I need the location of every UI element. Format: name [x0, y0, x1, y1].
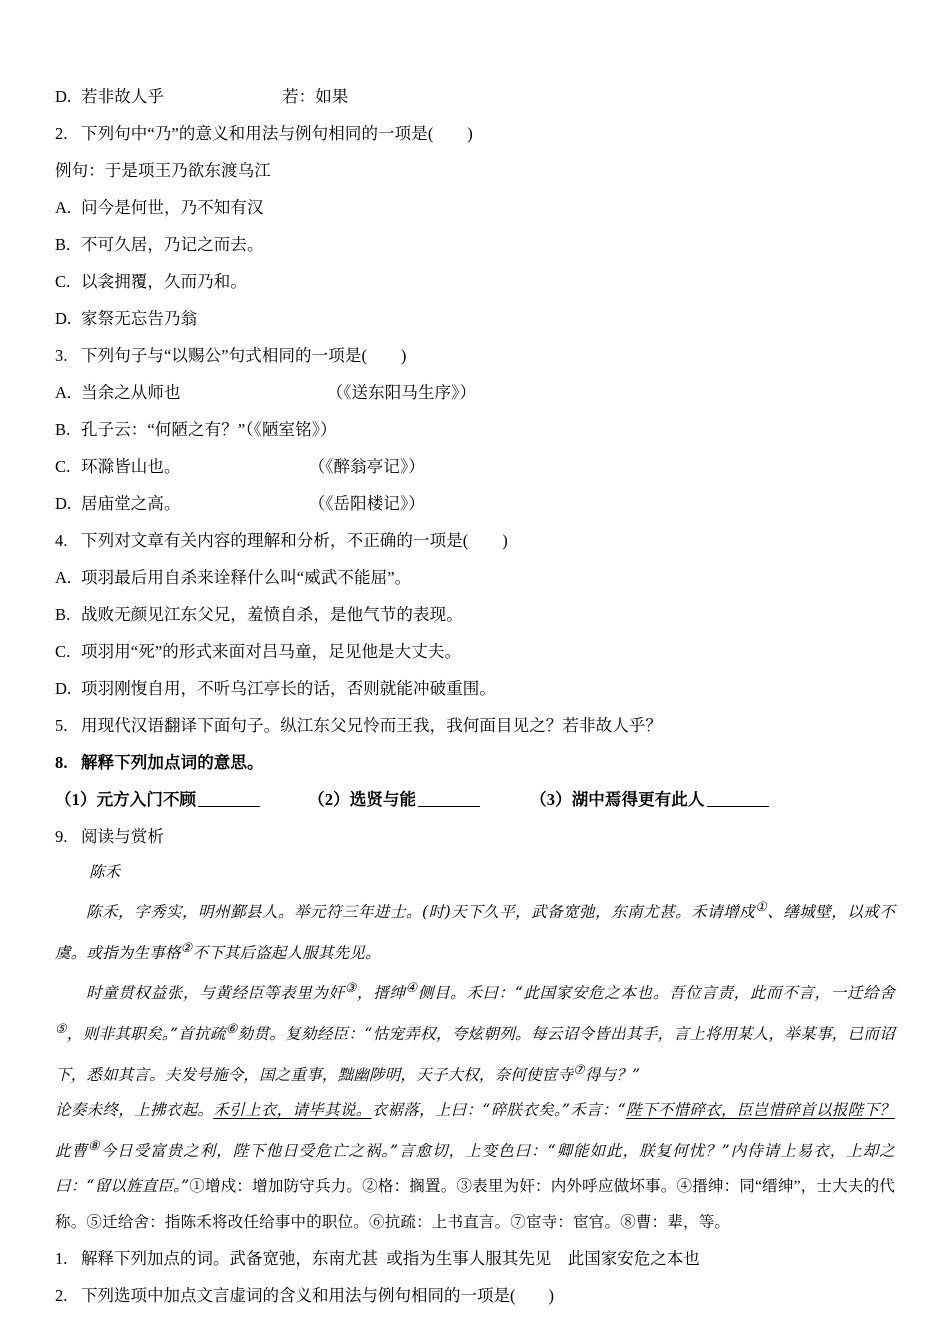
q8-item-2-blank[interactable] — [418, 806, 480, 807]
q9-passage — [55, 890, 895, 1240]
q4-option-a-text: 项羽最后用自杀来诠释什么叫“威武不能屈”。 — [81, 568, 412, 587]
note-marker-2: ② — [180, 940, 193, 956]
q4-option-d-text: 项羽刚愎自用，不听乌江亭长的话，否则就能冲破重围。 — [81, 679, 496, 698]
q2-option-c — [55, 263, 895, 300]
note-marker-4: ④ — [405, 981, 418, 997]
q2-example-text: 于是项王乃欲东渡乌江 — [104, 161, 271, 180]
note-marker-6: ⑥ — [225, 1021, 238, 1037]
q1-option-d-text: 若非故人乎 — [81, 87, 164, 106]
seg: 劾贯。复劾经臣：“怙宠弄权，夸炫朝列。每云诏令皆出其手，言上将用某人，举某事，已而诏下，悉如其言。夫发号施令，国之重事，黜幽陟明，天子大权，奈何使宦寺 — [55, 1025, 895, 1084]
seg: 不下其后盗起人服其先见。 — [192, 943, 381, 962]
q8-stem-line — [55, 744, 895, 781]
q5-line — [55, 707, 895, 744]
q2-option-a-label: A. — [55, 198, 72, 217]
q4-option-b-label: B. — [55, 605, 71, 624]
q9-passage-paragraph-1 — [55, 890, 895, 971]
seg: 今日受富贵之利，陛下他日受危亡之祸。”言愈切，上变色曰：“卿能如此，朕复何忧？”内侍请上易衣，上却之曰：“留以旌直臣。” — [55, 1141, 895, 1196]
q8-item-1-blank[interactable] — [198, 806, 260, 807]
q9-sub2-line — [55, 1277, 895, 1314]
q4-option-b-text: 战败无颜见江东父兄，羞愤自杀，是他气节的表现。 — [81, 605, 463, 624]
q9-sub1-text: 解释下列加点的词。武备宽弛，东南尤甚 或指为生事人服其先见 此国家安危之本也 — [81, 1249, 700, 1269]
seg: 衣裾落，上曰：“碎朕衣矣。”禾言：“ — [371, 1101, 626, 1120]
q5-text: 用现代汉语翻译下面句子。纵江东父兄怜而王我，我何面目见之？若非故人乎？ — [81, 716, 662, 735]
note-marker-8: ⑧ — [88, 1138, 101, 1154]
q1-option-d-gloss: 若：如果 — [282, 87, 349, 106]
q1-option-d — [55, 78, 895, 115]
q1-option-d-label: D. — [55, 87, 72, 106]
q8-item-3-label: （3） — [530, 790, 572, 809]
q9-stem-line — [55, 818, 895, 855]
q4-option-a-label: A. — [55, 568, 72, 587]
q4-option-d — [55, 670, 895, 707]
q9-number: 9. — [55, 827, 68, 846]
seg: 论奏未终，上拂衣起。 — [55, 1101, 214, 1120]
q9-passage-title: 陈禾 — [89, 863, 121, 881]
q2-option-d — [55, 300, 895, 337]
q8-item-1-text: 元方入门不顾 — [96, 790, 197, 809]
q2-option-a — [55, 189, 895, 226]
seg: 陈禾，字秀实，明州鄞县人。举元符三年进士。(时)天下久平，武备宽弛，东南尤甚。禾请增戍 — [86, 903, 756, 922]
q9-sub1-line — [55, 1240, 895, 1277]
q4-number: 4. — [55, 531, 68, 550]
q3-option-d-label: D. — [55, 494, 72, 513]
q3-option-d-source: （《岳阳楼记》） — [308, 494, 425, 513]
q2-option-d-label: D. — [55, 309, 72, 328]
q4-option-c-label: C. — [55, 642, 71, 661]
q9-sub1-number: 1. — [55, 1249, 68, 1269]
q9-passage-paragraph-3 — [55, 1093, 895, 1240]
q4-stem-line — [55, 522, 895, 559]
q9-stem: 阅读与赏析 — [81, 827, 164, 846]
q4-option-d-label: D. — [55, 679, 72, 698]
note-marker-7: ⑦ — [573, 1062, 585, 1078]
q2-number: 2. — [55, 124, 68, 143]
q3-option-c-text: 环滁皆山也。 — [81, 457, 181, 476]
q2-option-d-text: 家祭无忘告乃翁 — [81, 309, 198, 328]
q2-option-c-label: C. — [55, 272, 71, 291]
q9-sub2-number: 2. — [55, 1286, 68, 1306]
note-marker-1: ① — [755, 900, 768, 915]
q3-option-c-source: （《醉翁亭记》） — [308, 457, 425, 476]
q2-option-b-text: 不可久居，乃记之而去。 — [81, 235, 264, 254]
q9-passage-paragraph-2 — [55, 971, 895, 1093]
q3-option-b — [55, 411, 895, 448]
q2-stem-line — [55, 115, 895, 152]
q8-item-2-text: 选贤与能 — [349, 790, 417, 809]
underlined-sentence-1: 禾引上衣，请毕其说。 — [213, 1101, 372, 1120]
note-marker-3: ③ — [344, 981, 358, 997]
q9-passage-notes: ①增戍：增加防守兵力。②格：搁置。③表里为奸：内外呼应做坏事。④搢绅：同“缙绅”，士大夫的代称。⑤迁给舍：指陈禾将改任给事中的职位。⑥抗疏：上书直言。⑦宦寺：宦官。⑧曹：辈，等。 — [55, 1178, 895, 1231]
q8-item-3-blank[interactable] — [707, 806, 769, 807]
q3-number: 3. — [55, 346, 68, 365]
q3-option-a-source: （《送东阳马生序》） — [326, 383, 477, 402]
q4-option-c — [55, 633, 895, 670]
q8-number: 8. — [55, 753, 68, 772]
seg: ，搢绅 — [357, 984, 406, 1003]
q3-option-c-label: C. — [55, 457, 71, 476]
q3-option-a — [55, 374, 895, 411]
q3-option-d-text: 居庙堂之高。 — [81, 494, 181, 513]
q8-item-3-text: 湖中焉得更有此人 — [571, 790, 705, 809]
q8-items-line — [55, 781, 895, 818]
note-marker-5: ⑤ — [55, 1021, 67, 1037]
q3-stem: 下列句子与“以赐公”句式相同的一项是( ) — [81, 346, 407, 365]
q2-example-prefix: 例句： — [55, 161, 105, 180]
seg: 、缮城壁，以戒不虞。或指为生事格 — [55, 903, 895, 962]
underlined-sentence-2: 陛下不惜碎衣，臣岂惜碎首以报陛下？ — [625, 1101, 895, 1120]
q3-stem-line — [55, 337, 895, 374]
seg: 得与？” — [584, 1065, 641, 1084]
seg: 侧目。禾曰：“此国家安危之本也。吾位言责，此而不言，一迁给舍 — [417, 984, 895, 1003]
seg: ，则非其职矣。”首抗疏 — [66, 1025, 226, 1044]
q3-option-d — [55, 485, 895, 522]
q4-stem: 下列对文章有关内容的理解和分析，不正确的一项是( ) — [81, 531, 508, 550]
q2-stem: 下列句中“乃”的意义和用法与例句相同的一项是( ) — [81, 124, 473, 143]
q3-option-c — [55, 448, 895, 485]
q2-option-a-text: 问今是何世，乃不知有汉 — [81, 198, 264, 217]
q3-option-b-label: B. — [55, 420, 71, 439]
q8-item-2-label: （2） — [308, 790, 350, 809]
q5-number: 5. — [55, 716, 68, 735]
q4-option-a — [55, 559, 895, 596]
q2-example-line — [55, 152, 895, 189]
q8-item-1-label: （1） — [55, 790, 97, 809]
q9-sub2-text: 下列选项中加点文言虚词的含义和用法与例句相同的一项是( ) — [81, 1286, 554, 1306]
q2-option-b-label: B. — [55, 235, 71, 254]
seg: 时童贯权益张，与黄经臣等表里为奸 — [86, 984, 345, 1003]
q3-option-a-label: A. — [55, 383, 72, 402]
q3-option-b-text: 孔子云：“何陋之有？”（《陋室铭》） — [81, 420, 337, 439]
q4-option-c-text: 项羽用“死”的形式来面对吕马童，足见他是大丈夫。 — [81, 642, 462, 661]
q2-option-c-text: 以衾拥覆，久而乃和。 — [81, 272, 247, 291]
q3-option-a-text: 当余之从师也 — [81, 383, 181, 402]
q4-option-b — [55, 596, 895, 633]
q2-option-b — [55, 226, 895, 263]
q8-stem: 解释下列加点词的意思。 — [81, 753, 264, 772]
seg: 此曹 — [55, 1141, 89, 1160]
